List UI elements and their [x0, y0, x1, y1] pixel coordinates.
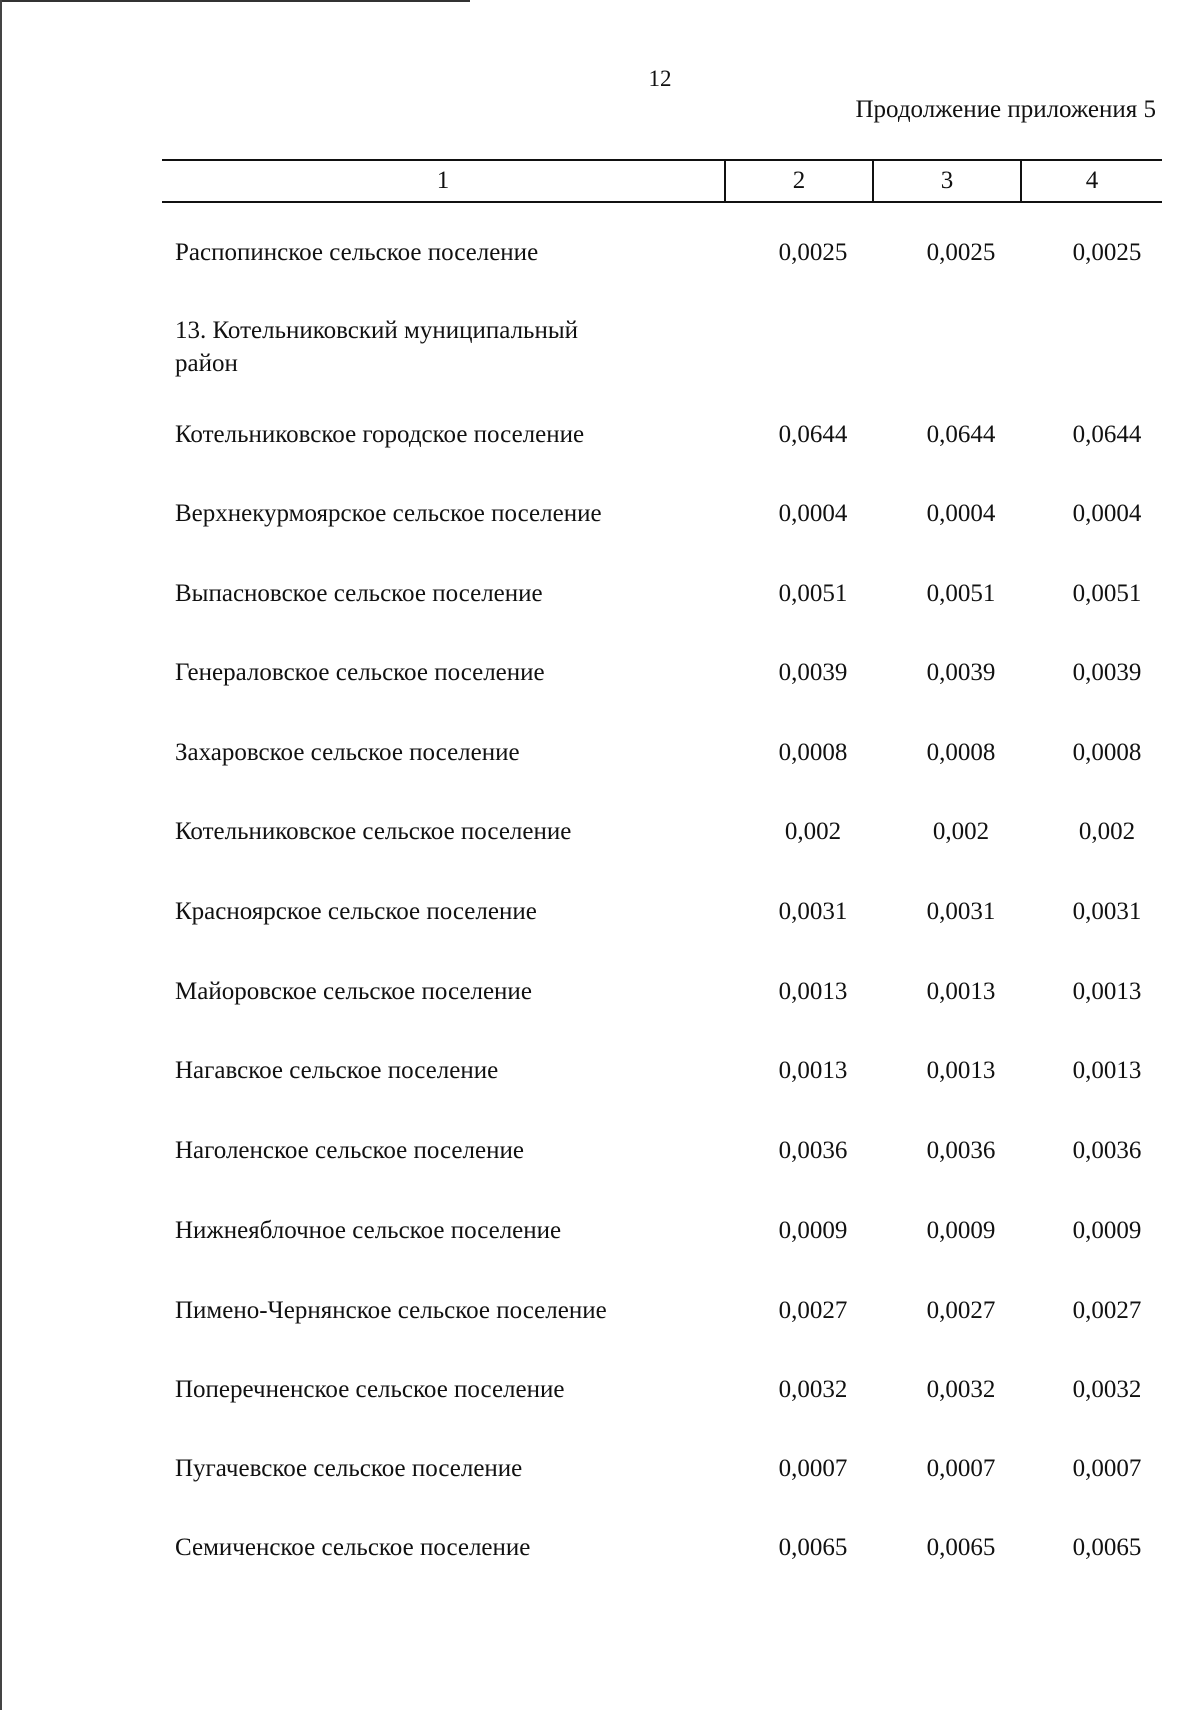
- row-value-col-4: 0,0025: [1072, 239, 1142, 266]
- row-name: Поперечненское сельское поселение: [175, 1376, 565, 1403]
- row-name: Пимено-Чернянское сельское поселение: [175, 1297, 607, 1324]
- row-name: Наголенское сельское поселение: [175, 1137, 524, 1164]
- row-value-col-4: 0,0644: [1072, 421, 1142, 448]
- row-value-col-2: 0,002: [784, 818, 842, 845]
- row-name: Семиченское сельское поселение: [175, 1534, 531, 1561]
- row-value-col-2: 0,0008: [778, 739, 848, 766]
- row-value-col-4: 0,0013: [1072, 1057, 1142, 1084]
- row-value-col-4: 0,002: [1078, 818, 1136, 845]
- row-name: Майоровское сельское поселение: [175, 978, 532, 1005]
- row-name: Котельниковское сельское поселение: [175, 818, 572, 845]
- row-value-col-2: 0,0032: [778, 1376, 848, 1403]
- row-name: Пугачевское сельское поселение: [175, 1455, 523, 1482]
- row-value-col-2: 0,0027: [778, 1297, 848, 1324]
- row-value-col-3: 0,0008: [926, 739, 996, 766]
- row-value-col-2: 0,0644: [778, 421, 848, 448]
- row-value-col-2: 0,0036: [778, 1137, 848, 1164]
- row-name: Захаровское сельское поселение: [175, 739, 520, 766]
- row-value-col-3: 0,0013: [926, 978, 996, 1005]
- row-value-col-2: 0,0009: [778, 1217, 848, 1244]
- header-col-4: 4: [1085, 167, 1099, 194]
- row-value-col-4: 0,0008: [1072, 739, 1142, 766]
- row-value-col-3: 0,0051: [926, 580, 996, 607]
- row-value-col-2: 0,0031: [778, 898, 848, 925]
- row-value-col-4: 0,0036: [1072, 1137, 1142, 1164]
- row-value-col-3: 0,002: [932, 818, 990, 845]
- row-value-col-2: 0,0051: [778, 580, 848, 607]
- row-value-col-4: 0,0009: [1072, 1217, 1142, 1244]
- row-value-col-4: 0,0004: [1072, 500, 1142, 527]
- row-value-col-3: 0,0027: [926, 1297, 996, 1324]
- row-value-col-3: 0,0007: [926, 1455, 996, 1482]
- header-col-2: 2: [726, 161, 874, 201]
- header-col-1: 1: [162, 161, 726, 201]
- scan-edge-top: [0, 0, 470, 2]
- row-value-col-3: 0,0031: [926, 898, 996, 925]
- row-value-col-3: 0,0004: [926, 500, 996, 527]
- row-value-col-2: 0,0039: [778, 659, 848, 686]
- row-name: Нижнеяблочное сельское поселение: [175, 1217, 562, 1244]
- scan-edge-left: [0, 0, 2, 1710]
- row-value-col-3: 0,0644: [926, 421, 996, 448]
- row-name: Красноярское сельское поселение: [175, 898, 537, 925]
- row-value-col-4: 0,0065: [1072, 1534, 1142, 1561]
- row-name: Котельниковское городское поселение: [175, 421, 585, 448]
- row-value-col-4: 0,0039: [1072, 659, 1142, 686]
- row-name: Распопинское сельское поселение: [175, 239, 539, 266]
- section-heading: 13. Котельниковский муниципальный район: [175, 317, 579, 377]
- row-value-col-2: 0,0004: [778, 500, 848, 527]
- row-value-col-2: 0,0013: [778, 1057, 848, 1084]
- row-value-col-4: 0,0007: [1072, 1455, 1142, 1482]
- row-value-col-4: 0,0051: [1072, 580, 1142, 607]
- row-value-col-2: 0,0013: [778, 978, 848, 1005]
- row-value-col-2: 0,0025: [778, 239, 848, 266]
- row-value-col-3: 0,0039: [926, 659, 996, 686]
- row-value-col-3: 0,0009: [926, 1217, 996, 1244]
- row-value-col-4: 0,0027: [1072, 1297, 1142, 1324]
- row-value-col-3: 0,0036: [926, 1137, 996, 1164]
- row-value-col-3: 0,0025: [926, 239, 996, 266]
- appendix-note: Продолжение приложения 5: [855, 96, 1156, 123]
- row-value-col-4: 0,0031: [1072, 898, 1142, 925]
- row-value-col-3: 0,0032: [926, 1376, 996, 1403]
- row-value-col-4: 0,0032: [1072, 1376, 1142, 1403]
- row-value-col-3: 0,0065: [926, 1534, 996, 1561]
- table-header: [162, 159, 1162, 203]
- row-value-col-2: 0,0065: [778, 1534, 848, 1561]
- row-value-col-3: 0,0013: [926, 1057, 996, 1084]
- row-name: Генераловское сельское поселение: [175, 659, 545, 686]
- page-number: 12: [648, 66, 672, 91]
- row-value-col-4: 0,0013: [1072, 978, 1142, 1005]
- row-name: Нагавское сельское поселение: [175, 1057, 499, 1084]
- row-value-col-2: 0,0007: [778, 1455, 848, 1482]
- row-name: Выпасновское сельское поселение: [175, 580, 543, 607]
- row-name: Верхнекурмоярское сельское поселение: [175, 500, 602, 527]
- header-col-3: 3: [874, 161, 1022, 201]
